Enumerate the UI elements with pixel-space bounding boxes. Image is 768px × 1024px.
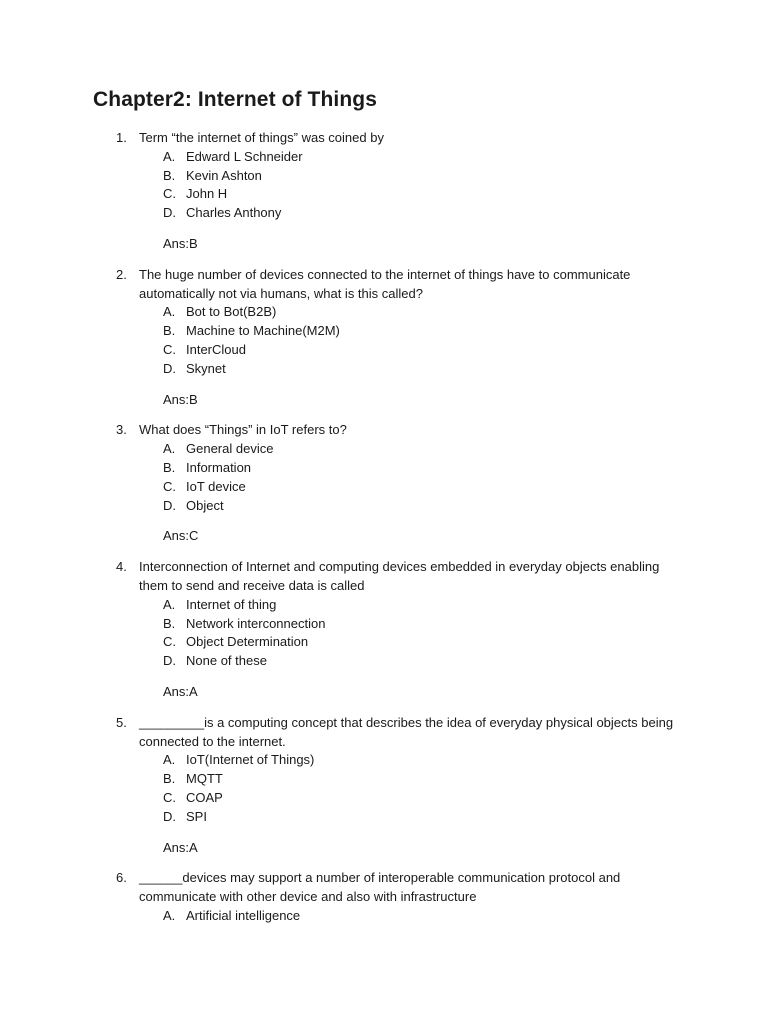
option-list [0, 148, 768, 223]
option-letter: A. [163, 441, 176, 457]
option-text: Information [186, 459, 252, 475]
option-text: Charles Anthony [186, 205, 282, 221]
option-d [0, 360, 768, 379]
option-letter: D. [163, 360, 176, 376]
option-b [0, 770, 768, 789]
option-c [0, 341, 768, 360]
option-d [0, 808, 768, 827]
question-text: What does “Things” in IoT refers to? [139, 422, 347, 438]
option-list [0, 596, 768, 671]
option-text: IoT device [186, 478, 246, 494]
option-d [0, 652, 768, 671]
page-title: Chapter2: Internet of Things [93, 88, 377, 111]
option-text: Bot to Bot(B2B) [186, 304, 277, 320]
option-letter: A. [163, 148, 176, 164]
question-text: Interconnection of Internet and computing devices embedded in everyday objects enabling them to send and receive data is called [139, 559, 660, 593]
question-5 [0, 714, 768, 858]
option-text: Skynet [186, 360, 226, 376]
question-3 [0, 421, 768, 546]
option-c [0, 185, 768, 204]
option-text: COAP [186, 789, 223, 805]
question-number: 5. [116, 714, 127, 730]
option-letter: D. [163, 497, 176, 513]
option-letter: A. [163, 752, 176, 768]
question-list [0, 129, 768, 938]
option-text: Object Determination [186, 634, 309, 650]
question-number: 3. [116, 422, 127, 438]
option-text: Kevin Ashton [186, 167, 262, 183]
option-text: Object [186, 497, 224, 513]
option-letter: C. [163, 789, 176, 805]
option-letter: B. [163, 323, 176, 339]
option-a [0, 303, 768, 322]
option-letter: D. [163, 808, 176, 824]
answer: Ans:B [163, 391, 198, 407]
option-text: None of these [186, 653, 267, 669]
question-text: ______devices may support a number of interoperable communication protocol and communicate with other device and also with infrastructure [139, 870, 621, 905]
option-text: SPI [186, 808, 207, 824]
option-list [0, 751, 768, 826]
question-number: 6. [116, 870, 127, 886]
option-d [0, 204, 768, 223]
option-list [0, 303, 768, 378]
option-a [0, 596, 768, 615]
option-letter: D. [163, 653, 176, 669]
option-text: MQTT [186, 771, 223, 787]
option-text: General device [186, 441, 274, 457]
question-2 [0, 266, 768, 410]
option-b [0, 322, 768, 341]
option-text: IoT(Internet of Things) [186, 752, 315, 768]
option-c [0, 789, 768, 808]
answer: Ans:B [163, 235, 198, 251]
question-4 [0, 558, 768, 702]
option-list [0, 440, 768, 515]
option-letter: B. [163, 771, 176, 787]
option-text: Artificial intelligence [186, 907, 301, 923]
option-text: Network interconnection [186, 615, 326, 631]
question-text: The huge number of devices connected to the internet of things have to communicate automatically not via humans, what is this called? [139, 266, 631, 301]
option-letter: B. [163, 167, 176, 183]
option-letter: C. [163, 634, 176, 650]
option-letter: B. [163, 615, 176, 631]
option-letter: D. [163, 205, 176, 221]
option-letter: A. [163, 304, 176, 320]
question-number: 4. [116, 559, 127, 575]
option-a [0, 440, 768, 459]
option-b [0, 615, 768, 634]
answer: Ans:C [163, 528, 199, 544]
answer: Ans:A [163, 839, 198, 855]
option-text: John H [186, 186, 228, 202]
question-text: _________is a computing concept that describes the idea of everyday physical objects being connected to the internet. [139, 714, 674, 749]
option-letter: C. [163, 478, 176, 494]
option-b [0, 459, 768, 478]
option-text: InterCloud [186, 341, 246, 357]
question-1 [0, 129, 768, 254]
option-a [0, 148, 768, 167]
option-c [0, 633, 768, 652]
option-letter: B. [163, 459, 176, 475]
question-6 [0, 869, 768, 925]
option-text: Machine to Machine(M2M) [186, 323, 340, 339]
question-text: Term “the internet of things” was coined by [139, 130, 384, 145]
option-c [0, 478, 768, 497]
answer: Ans:A [163, 683, 198, 699]
question-number: 2. [116, 266, 127, 282]
option-a [0, 751, 768, 770]
option-letter: C. [163, 186, 176, 202]
option-b [0, 167, 768, 186]
option-text: Internet of thing [186, 596, 277, 612]
option-letter: A. [163, 907, 176, 923]
option-letter: A. [163, 596, 176, 612]
question-number: 1. [116, 130, 127, 145]
option-list [0, 907, 768, 926]
option-text: Edward L Schneider [186, 148, 303, 164]
option-d [0, 497, 768, 516]
option-a [0, 907, 768, 926]
option-letter: C. [163, 341, 176, 357]
